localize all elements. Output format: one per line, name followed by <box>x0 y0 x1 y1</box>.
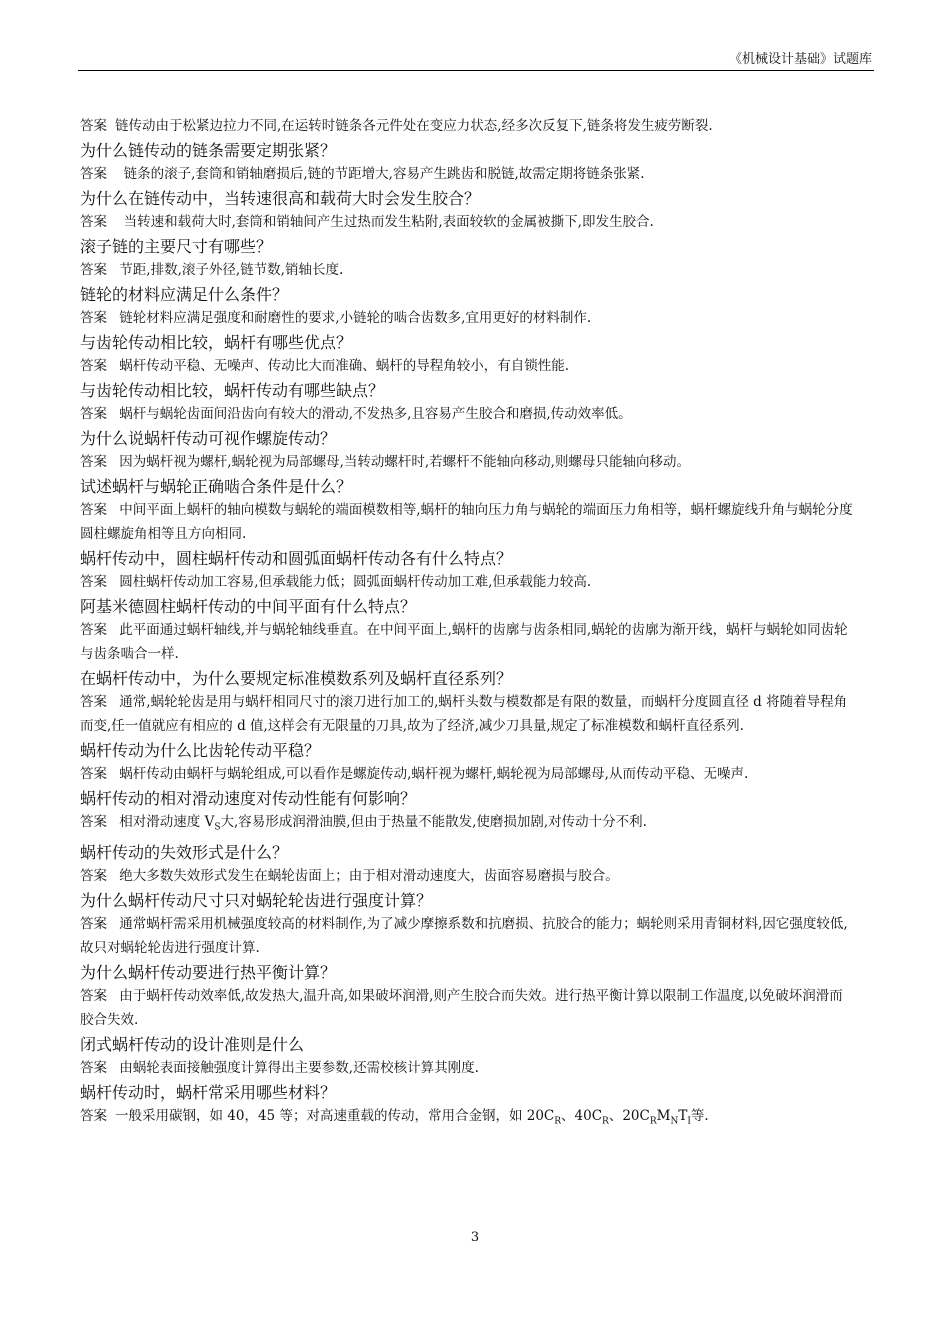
answer-label: 答案 <box>80 166 107 182</box>
answer-label: 答案 <box>80 406 107 422</box>
answer-label: 答案 <box>80 454 107 470</box>
question-13: 蜗杆传动的相对滑动速度对传动性能有何影响？ <box>80 789 417 808</box>
subscript: R <box>554 1116 562 1127</box>
answer-4 <box>80 306 856 330</box>
answer-5 <box>80 354 856 378</box>
answer-3 <box>80 258 856 282</box>
answer-text: 中间平面上蜗杆的轴向模数与蜗轮的端面模数相等,蜗杆的轴向压力角与蜗轮的端面压力角相等，蜗杆螺旋线升角与蜗轮分度圆柱螺旋角相等且方向相同. <box>80 502 853 542</box>
answer-16 <box>80 984 856 1032</box>
question-16: 为什么蜗杆传动要进行热平衡计算？ <box>80 962 337 982</box>
subscript: R <box>602 1116 609 1127</box>
subscript: S <box>214 822 221 833</box>
question-14: 蜗杆传动的失效形式是什么？ <box>80 842 289 862</box>
answer-label: 答案 <box>80 310 107 326</box>
answer-text-part: T <box>678 1107 688 1124</box>
answer-text-pre: 相对滑动速度 V <box>119 814 215 830</box>
answer-text: 链条的滚子,套筒和销轴磨损后,链的节距增大,容易产生跳齿和脱链,故需定期将链条张紧. <box>123 166 645 182</box>
answer-label: 答案 <box>80 358 107 374</box>
answer-text-part: 一般采用碳钢，如 40，45 等；对高速重载的传动，常用合金钢，如 20C <box>115 1107 555 1124</box>
question-1: 为什么链传动的链条需要定期张紧？ <box>80 141 337 160</box>
answer-text: 当转速和载荷大时,套筒和销轴间产生过热而发生粘附,表面较软的金属被撕下,即发生胶合. <box>123 214 654 230</box>
answer-label: 答案 <box>80 214 107 230</box>
question-18: 蜗杆传动时，蜗杆常采用哪些材料？ <box>80 1082 337 1102</box>
question-6: 与齿轮传动相比较，蜗杆传动有哪些缺点？ <box>80 381 385 400</box>
subscript: R <box>649 1116 657 1127</box>
answer-text: 蜗杆传动由蜗杆与蜗轮组成,可以看作是螺旋传动,蜗杆视为螺杆,蜗轮视为局部螺母,从而传动平稳、无噪声. <box>119 766 749 782</box>
answer-15 <box>80 912 856 960</box>
answer-text: 此平面通过蜗杆轴线,并与蜗轮轴线垂直。在中间平面上,蜗杆的齿廓与齿条相同,蜗轮的齿廓为渐开线，蜗杆与蜗轮如同齿轮与齿条啮合一样. <box>80 622 848 662</box>
answer-10 <box>80 618 856 666</box>
answer-text: 链传动由于松紧边拉力不同,在运转时链条各元件处在变应力状态,经多次反复下,链条将发生疲劳断裂. <box>115 118 713 134</box>
answer-text: 通常,蜗轮轮齿是用与蜗杆相同尺寸的滚刀进行加工的,蜗杆头数与模数都是有限的数量，而蜗杆分度圆直径 d 将随着导程角而变,任一值就应有相应的 d 值,这样会有无限量的刀具,故为了经济,减少刀具量,规定了标准模数和蜗杆直径系列. <box>80 694 848 734</box>
answer-1 <box>80 162 856 186</box>
question-4: 链轮的材料应满足什么条件？ <box>80 285 289 304</box>
answer-label: 答案 <box>80 262 107 278</box>
qa-content <box>80 114 856 1135</box>
answer-17 <box>80 1056 856 1080</box>
question-9: 蜗杆传动中，圆柱蜗杆传动和圆弧面蜗杆传动各有什么特点？ <box>80 549 513 568</box>
header-title: 《机械设计基础》试题库 <box>728 52 872 67</box>
answer-label: 答案 <box>80 766 107 782</box>
answer-6 <box>80 402 856 426</box>
answer-text: 因为蜗杆视为螺杆,蜗轮视为局部螺母,当转动螺杆时,若螺杆不能轴向移动,则螺母只能轴向移动。 <box>119 454 690 470</box>
answer-text: 绝大多数失效形式发生在蜗轮齿面上；由于相对滑动速度大，齿面容易磨损与胶合。 <box>119 867 619 884</box>
answer-8 <box>80 498 856 546</box>
answer-text: 节距,排数,滚子外径,链节数,销轴长度. <box>119 262 344 278</box>
answer-18 <box>80 1104 856 1134</box>
answer-label: 答案 <box>80 814 107 830</box>
answer-text: 由蜗轮表面接触强度计算得出主要参数,还需校核计算其刚度. <box>119 1059 479 1076</box>
answer-7 <box>80 450 856 474</box>
answer-label: 答案 <box>80 574 107 590</box>
answer-13 <box>80 810 856 840</box>
answer-text: 蜗杆传动平稳、无噪声、传动比大而准确、蜗杆的导程角较小，有自锁性能. <box>119 358 570 374</box>
answer-label: 答案 <box>80 502 107 518</box>
answer-label: 答案 <box>80 1107 107 1124</box>
answer-text: 链轮材料应满足强度和耐磨性的要求,小链轮的啮合齿数多,宜用更好的材料制作. <box>119 310 592 326</box>
answer-text: 由于蜗杆传动效率低,故发热大,温升高,如果破坏润滑,则产生胶合而失效。进行热平衡计算以限制工作温度,以免破坏润滑而胶合失效. <box>80 987 843 1028</box>
answer-label: 答案 <box>80 694 107 710</box>
answer-label: 答案 <box>80 1059 107 1076</box>
question-7: 为什么说蜗杆传动可视作螺旋传动？ <box>80 429 337 448</box>
answer-9 <box>80 570 856 594</box>
answer-12 <box>80 762 856 786</box>
question-17: 闭式蜗杆传动的设计准则是什么 <box>80 1034 305 1054</box>
answer-text-part: 、40C <box>561 1107 603 1124</box>
answer-label: 答案 <box>80 622 107 638</box>
subscript: I <box>687 1116 691 1127</box>
answer-text: 圆柱蜗杆传动加工容易,但承载能力低；圆弧面蜗杆传动加工难,但承载能力较高. <box>119 574 592 590</box>
answer-text: 通常蜗杆需采用机械强度较高的材料制作,为了减少摩擦系数和抗磨损、抗胶合的能力；蜗轮则采用青铜材料,因它强度较低,故只对蜗轮轮齿进行强度计算. <box>80 915 848 956</box>
answer-label: 答案 <box>80 915 107 932</box>
answer-text-part: 、20C <box>608 1107 650 1124</box>
answer-11 <box>80 690 856 738</box>
answer-text: 蜗杆与蜗轮齿面间沿齿向有较大的滑动,不发热多,且容易产生胶合和磨损,传动效率低。 <box>119 406 632 422</box>
answer-text-part: 等. <box>690 1107 709 1124</box>
subscript: N <box>670 1116 679 1127</box>
answer-label: 答案 <box>80 987 107 1004</box>
answer-text-post: 大,容易形成润滑油膜,但由于热量不能散发,使磨损加剧,对传动十分不利. <box>220 814 647 830</box>
question-10: 阿基米德圆柱蜗杆传动的中间平面有什么特点？ <box>80 597 417 616</box>
question-5: 与齿轮传动相比较，蜗杆有哪些优点？ <box>80 333 353 352</box>
question-2: 为什么在链传动中，当转速很高和载荷大时会发生胶合？ <box>80 189 481 208</box>
answer-14 <box>80 864 856 888</box>
question-15: 为什么蜗杆传动尺寸只对蜗轮轮齿进行强度计算？ <box>80 890 433 910</box>
question-8: 试述蜗杆与蜗轮正确啮合条件是什么？ <box>80 477 353 496</box>
question-3: 滚子链的主要尺寸有哪些？ <box>80 237 273 256</box>
answer-text-part: M <box>656 1107 671 1124</box>
answer-2 <box>80 210 856 234</box>
page-header <box>78 52 874 71</box>
answer-label: 答案 <box>80 118 107 134</box>
question-12: 蜗杆传动为什么比齿轮传动平稳？ <box>80 741 321 760</box>
answer-label: 答案 <box>80 867 107 884</box>
page-number: 3 <box>470 1230 480 1245</box>
question-11: 在蜗杆传动中，为什么要规定标准模数系列及蜗杆直径系列？ <box>80 669 513 688</box>
answer-0 <box>80 114 856 138</box>
